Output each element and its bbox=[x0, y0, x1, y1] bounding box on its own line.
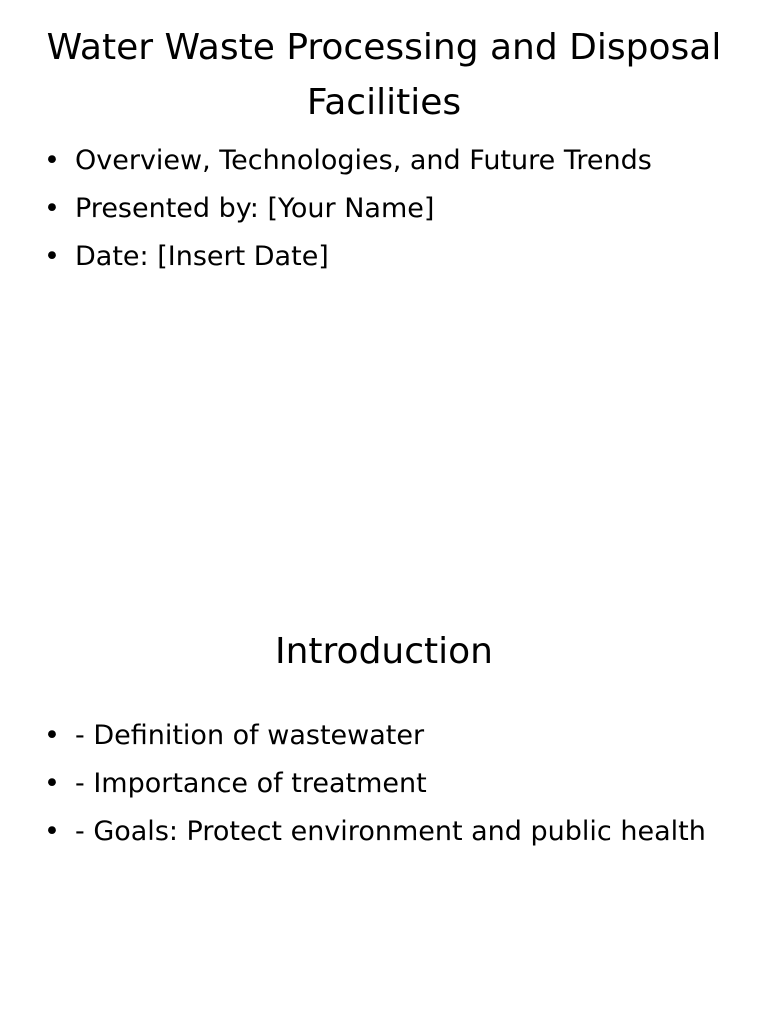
bullet-item bbox=[44, 185, 744, 233]
bullet-text: - Definition of wastewater bbox=[75, 720, 425, 751]
bullet-text: - Goals: Protect environment and public health bbox=[75, 816, 706, 847]
bullet-text: - Importance of treatment bbox=[75, 768, 427, 799]
bullet-text: Date: [Insert Date] bbox=[75, 241, 329, 272]
bullet-icon: • bbox=[44, 241, 60, 272]
bullet-item bbox=[44, 808, 744, 856]
slide-title: Introduction bbox=[274, 631, 493, 672]
bullet-icon: • bbox=[44, 720, 60, 751]
slide-title: Water Waste Processing and Disposal Facilities bbox=[46, 27, 722, 123]
bullet-icon: • bbox=[44, 145, 60, 176]
bullet-item bbox=[44, 760, 744, 808]
slide-introduction bbox=[0, 512, 768, 1024]
bullet-icon: • bbox=[44, 816, 60, 847]
bullet-item bbox=[44, 137, 744, 185]
bullet-text: Presented by: [Your Name] bbox=[75, 193, 435, 224]
bullet-list bbox=[44, 137, 744, 281]
bullet-icon: • bbox=[44, 193, 60, 224]
bullet-item bbox=[44, 233, 744, 281]
bullet-item bbox=[44, 712, 744, 760]
bullet-icon: • bbox=[44, 768, 60, 799]
bullet-list bbox=[44, 712, 744, 856]
bullet-text: Overview, Technologies, and Future Trends bbox=[75, 145, 652, 176]
